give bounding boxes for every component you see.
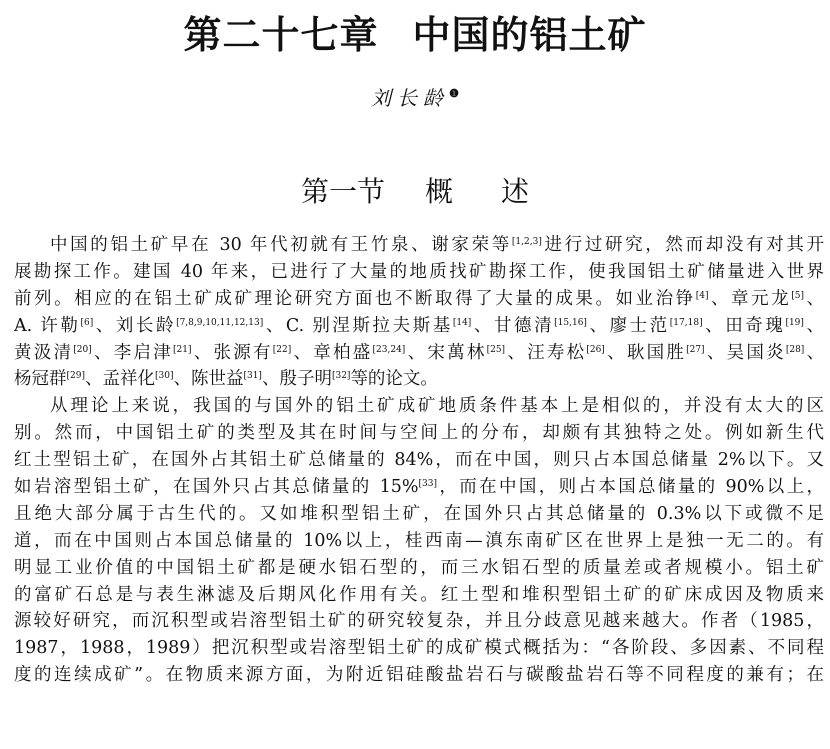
section-number: 第一节 — [300, 175, 385, 208]
text-line: 且绝大部分属于古生代的。又如堆积型铝土矿，在国外只占其总储量的 0.3%以下或微不足 — [14, 503, 824, 524]
text-line: 黄汲清[20]、李启津[21]、张源有[22]、章柏盛[23,24]、宋萬林[25]、汪寿松[26]、耿国胜[27]、吴国炎[28]、 — [14, 342, 824, 363]
citation-reference: [25] — [486, 344, 506, 355]
citation-reference: [33] — [418, 479, 437, 490]
body-text — [14, 232, 824, 689]
citation-reference: [30] — [154, 371, 174, 382]
text-line: 如岩溶型铝土矿，在国外只占其总储量的 15%[33]，而在中国，则占本国总储量的 90%以上， — [14, 477, 824, 498]
citation-reference: [6] — [80, 317, 94, 328]
author-name: 刘长龄 — [371, 86, 450, 110]
chapter-title — [0, 4, 830, 59]
citation-reference: [14] — [452, 317, 472, 328]
citation-reference: [19] — [785, 317, 804, 328]
text-line: 别。然而，中国铝土矿的类型及其在时间与空间上的分布，却颇有其独特之处。例如新生代 — [14, 423, 824, 444]
section-title-part-1: 概 — [424, 175, 453, 208]
text-line: 明显工业价值的中国铝土矿都是硬水铝石型的，而三水铝石型的质量差或者规模小。铝土矿 — [14, 557, 824, 578]
text-line: 杨冠群[29]、孟祥化[30]、陈世益[31]、殷子明[32]等的论文。 — [14, 369, 438, 390]
citation-reference: [28] — [785, 344, 805, 355]
citation-reference: [27] — [686, 344, 705, 355]
text-line: 展勘探工作。建国 40 年来，已进行了大量的地质找矿勘探工作，使我国铝土矿储量进入世界 — [14, 261, 824, 282]
text-line: 1987，1988，1989）把沉积型或岩溶型铝土矿的成矿模式概括为：“各阶段、多因素、不同程 — [14, 638, 824, 659]
citation-reference: [32] — [331, 371, 351, 382]
citation-reference: [4] — [695, 290, 709, 301]
section-title — [0, 170, 830, 210]
citation-reference: [5] — [791, 290, 804, 301]
citation-reference: [20] — [73, 344, 92, 355]
text-line: 源较好研究，而沉积型或岩溶型铝土矿的研究较复杂，并且分歧意见越来越大。作者（1985， — [14, 611, 824, 632]
text-line: 道，而在中国则占本国总储量的 10%以上，桂西南—滇东南矿区在世界上是独一无二的。有 — [14, 530, 824, 551]
text-line: 前列。相应的在铝土矿成矿理论研究方面也不断取得了大量的成果。如业治铮[4]、章元龙[5]、 — [14, 288, 824, 309]
text-line: 中国的铝土矿早在 30 年代初就有王竹泉、谢家荣等[1,2,3]进行过研究，然而却没有对其开 — [50, 235, 824, 255]
citation-reference: [1,2,3] — [511, 237, 542, 247]
citation-reference: [29] — [66, 371, 85, 382]
chapter-name: 中国的铝土矿 — [412, 13, 647, 57]
citation-reference: [26] — [586, 344, 605, 355]
citation-reference: [17,18] — [669, 317, 703, 328]
chapter-number: 第二十七章 — [183, 13, 379, 57]
citation-reference: [23,24] — [372, 344, 406, 355]
text-line: 从理论上来说，我国的与国外的铝土矿成矿地质条件基本上是相似的，并没有太大的区 — [50, 396, 824, 417]
text-line: 的富矿石总是与表生淋滤及后期风化作用有关。红土型和堆积型铝土矿的矿床成因及物质来 — [14, 584, 824, 605]
citation-reference: [22] — [272, 344, 292, 355]
citation-reference: [15,16] — [554, 317, 587, 328]
author-line — [0, 82, 830, 111]
text-line: A. 许勒[6]、刘长龄[7,8,9,10,11,12,13]、C. 别涅斯拉夫斯基[14]、甘德清[15,16]、廖士范[17,18]、田奇瑰[19]、 — [14, 315, 824, 336]
citation-reference: [21] — [173, 344, 192, 355]
text-line: 红土型铝土矿，在国外占其铝土矿总储量的 84%，而在中国，则只占本国总储量 2%以下。又 — [14, 450, 824, 471]
author-footnote-marker: ❶ — [449, 87, 459, 100]
section-title-part-2: 述 — [501, 175, 530, 208]
citation-reference: [31] — [243, 371, 262, 382]
text-line: 度的连续成矿”。在物质来源方面，为附近铝硅酸盐岩石与碳酸盐岩石等不同程度的兼有；在 — [14, 665, 824, 686]
citation-reference: [7,8,9,10,11,12,13] — [176, 317, 264, 328]
